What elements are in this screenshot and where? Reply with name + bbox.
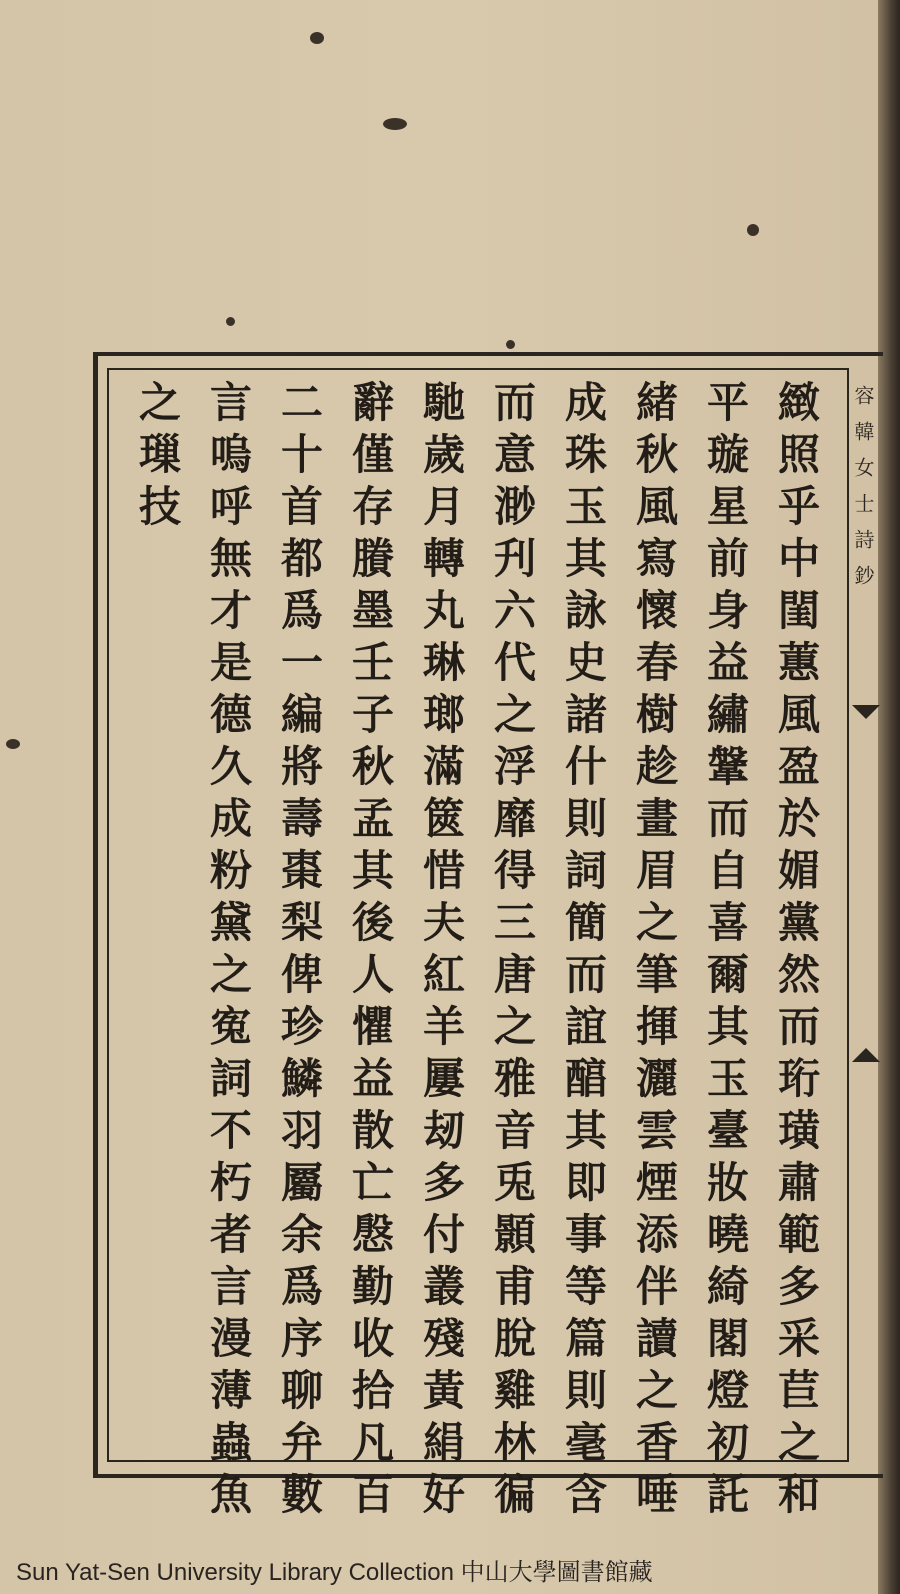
wormhole-mark [226, 317, 235, 326]
text-column-2: 平璇星前身益繡鞶而自喜爾其玉臺妝曉綺閣燈初託 [701, 380, 750, 1524]
fishtail-mark-bottom [852, 1048, 880, 1062]
text-column-5: 而意渺刋六代之浮靡得三唐之雅音兎顥甫脫雞林徧 [488, 380, 537, 1524]
text-column-9: 言嗚呼無才是德久成粉黛之寃詞不朽者言漫薄蟲魚 [204, 380, 253, 1524]
wormhole-mark [747, 224, 759, 236]
wormhole-mark [383, 118, 407, 130]
book-title-margin: 容韓女士詩鈔 [851, 385, 875, 601]
text-column-1: 緻照乎中閨蕙風盈於媚黨然而珩璜肅範多采苣之和 [772, 380, 821, 1524]
text-column-3: 緒秋風寫懷春樹趁畫眉之筆揮灑雲煙添伴讀之香唾 [630, 380, 679, 1524]
wormhole-mark [506, 340, 515, 349]
collection-credit: Sun Yat-Sen University Library Collection 中山大學圖書館藏 [16, 1559, 653, 1586]
preface-text [120, 380, 832, 1524]
text-column-8: 二十首都爲一編將壽棗梨俾珍鱗羽屬余爲序聊弁數 [275, 380, 324, 1524]
wormhole-mark [6, 739, 20, 749]
fishtail-mark-top [852, 705, 880, 719]
wormhole-mark [310, 32, 324, 44]
text-column-7: 辭僅存賸墨壬子秋孟其後人懼益散亡慇勤收拾凡百 [346, 380, 395, 1524]
text-column-10: 之璅技 [133, 380, 182, 536]
text-column-4: 成珠玉其詠史諸什則詞簡而誼醕其即事等篇則毫含 [559, 380, 608, 1524]
text-column-6: 馳歲月轉丸琳瑯滿篋惜夫紅羊屢刼多付叢殘黃絹好 [417, 380, 466, 1524]
